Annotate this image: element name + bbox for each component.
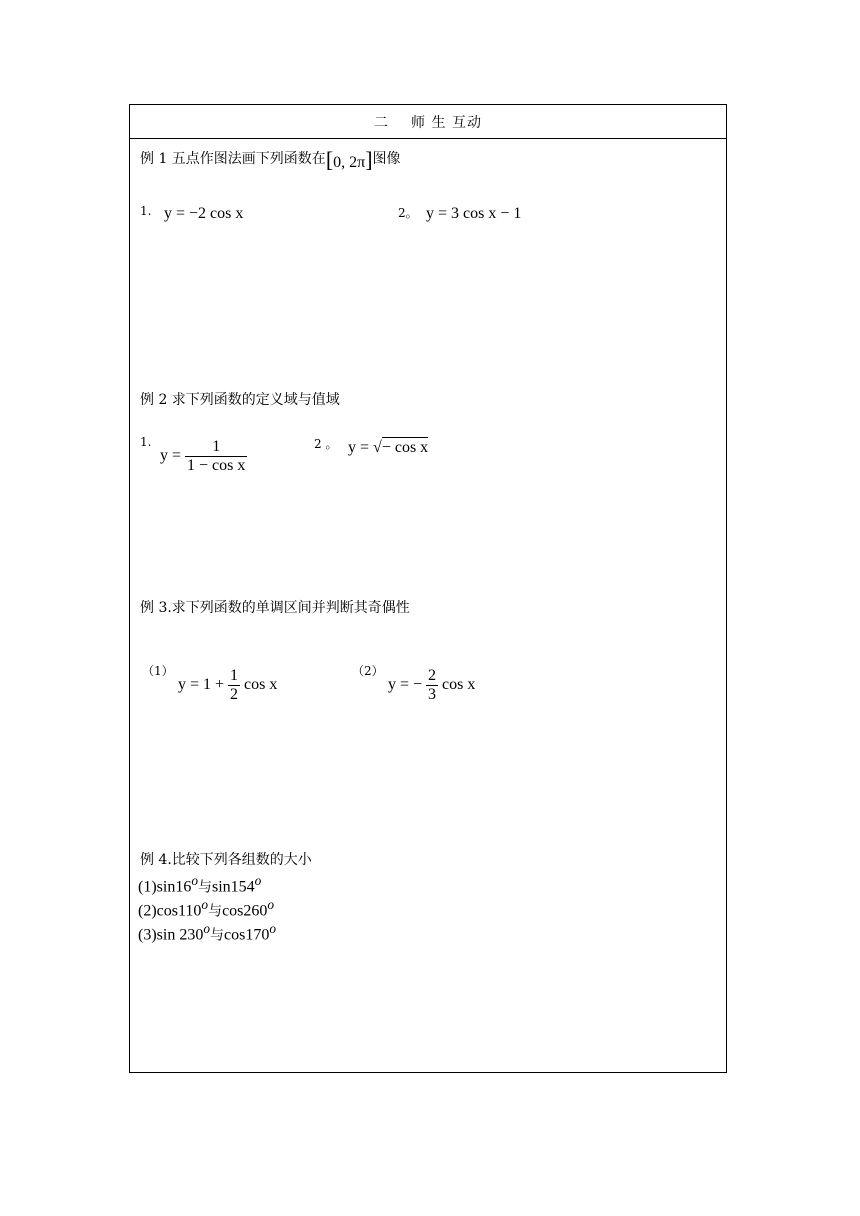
row-label: (3) bbox=[138, 926, 157, 944]
degree-mark: o bbox=[201, 897, 209, 912]
row-label: (1) bbox=[138, 878, 157, 896]
numerator: 1 bbox=[230, 667, 239, 684]
example-3-item-2-formula bbox=[388, 667, 475, 704]
fraction bbox=[185, 438, 247, 475]
example-2-item-2-label: 2 。 bbox=[314, 437, 338, 451]
example-4-row-2 bbox=[138, 897, 274, 920]
example-4-row-3 bbox=[138, 921, 276, 944]
denominator: 3 bbox=[428, 686, 437, 703]
term-a: sin 230 bbox=[156, 926, 204, 944]
example-3-title: 例 3.求下列函数的单调区间并判断其奇偶性 bbox=[140, 600, 410, 616]
denominator: 2 bbox=[230, 686, 239, 703]
example-1-item-2-formula: y = 3 cos x − 1 bbox=[426, 205, 522, 222]
term-b: cos170 bbox=[224, 926, 270, 944]
example-1-title bbox=[140, 143, 401, 172]
conjunction: 与 bbox=[198, 879, 212, 896]
fraction bbox=[426, 667, 438, 704]
conjunction: 与 bbox=[210, 927, 224, 944]
numerator: 2 bbox=[428, 667, 437, 684]
term-a: sin16 bbox=[156, 878, 192, 896]
section-title: 师 生 互动 bbox=[411, 114, 482, 131]
rhs: cos x bbox=[442, 676, 476, 694]
interval-text: 0, 2π bbox=[333, 154, 366, 171]
example-1-item-1-label: 1. bbox=[140, 204, 152, 218]
term-a: cos110 bbox=[156, 902, 202, 920]
example-1-interval: [0, 2π] bbox=[325, 147, 373, 172]
example-3-item-1-formula bbox=[178, 667, 277, 704]
numerator: 1 bbox=[212, 438, 221, 455]
lhs: y = bbox=[348, 439, 370, 456]
example-3-item-1-label: （1） bbox=[142, 664, 174, 678]
lhs: y = − bbox=[388, 676, 423, 694]
denominator: 1 − cos x bbox=[187, 457, 246, 474]
example-1-suffix: 图像 bbox=[372, 151, 401, 167]
sqrt-sign: √ bbox=[373, 439, 382, 456]
radicand: − cos x bbox=[381, 439, 429, 456]
lhs: y = 1 + bbox=[178, 676, 225, 694]
rhs: cos x bbox=[244, 676, 278, 694]
example-1-item-1-formula: y = −2 cos x bbox=[164, 205, 244, 222]
example-1-item-2-label: 2。 bbox=[398, 206, 418, 220]
degree-mark: o bbox=[203, 921, 210, 936]
degree-mark: o bbox=[269, 921, 276, 936]
term-b: sin154 bbox=[212, 878, 255, 896]
example-4-title: 例 4.比较下列各组数的大小 bbox=[140, 852, 312, 868]
lhs: y = bbox=[160, 447, 182, 465]
example-3-item-2-label: （2） bbox=[352, 664, 384, 678]
degree-mark: o bbox=[254, 873, 262, 888]
row-label: (2) bbox=[138, 902, 157, 920]
degree-mark: o bbox=[267, 897, 275, 912]
example-2-item-1-label: 1. bbox=[140, 435, 152, 449]
term-b: cos260 bbox=[222, 902, 268, 920]
conjunction: 与 bbox=[208, 903, 223, 920]
worksheet-frame bbox=[129, 104, 727, 1073]
section-header bbox=[130, 105, 726, 139]
example-1-prefix: 例 1 五点作图法画下列函数在 bbox=[140, 151, 326, 167]
fraction bbox=[228, 667, 240, 704]
example-2-item-2-formula bbox=[348, 439, 428, 457]
example-2-item-1-formula bbox=[160, 438, 247, 475]
example-4-row-1 bbox=[138, 873, 261, 896]
example-2-title: 例 2 求下列函数的定义域与值域 bbox=[140, 392, 340, 408]
degree-mark: o bbox=[191, 873, 198, 888]
section-number: 二 bbox=[374, 114, 390, 131]
